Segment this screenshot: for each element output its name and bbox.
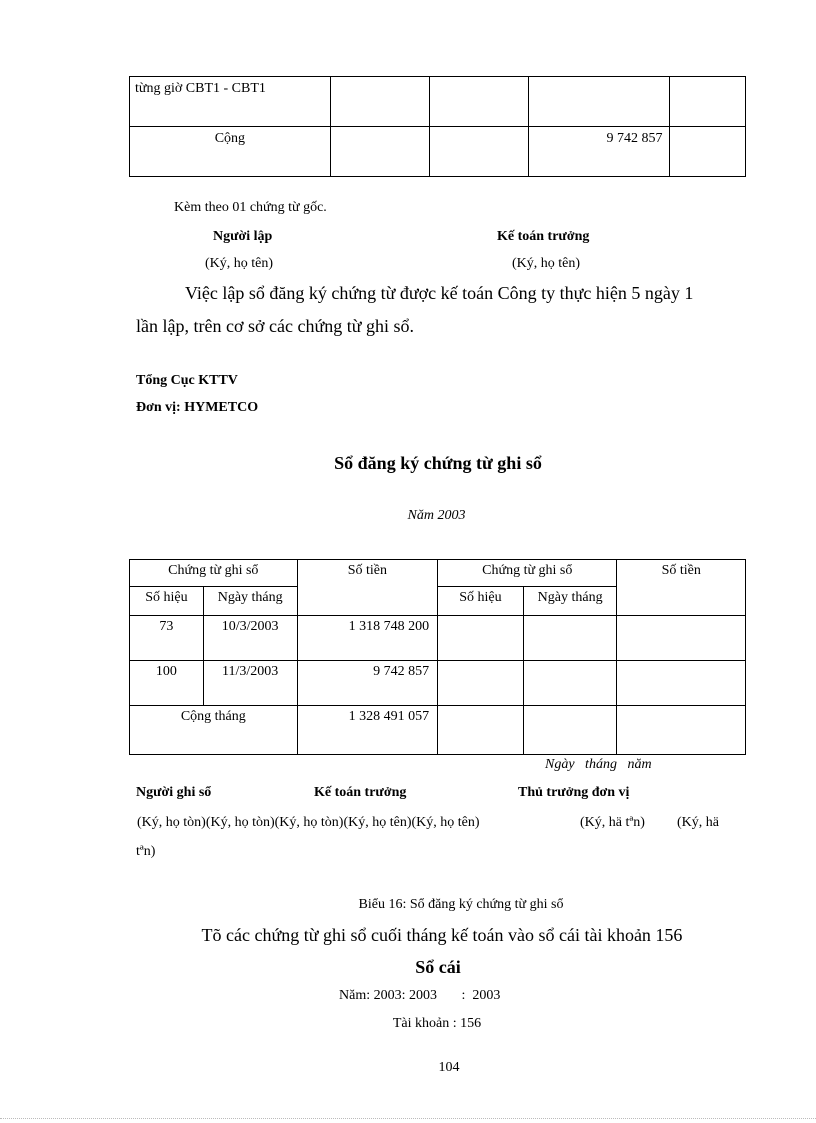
chief-accountant-title: Kế toán trưởng [497, 229, 590, 244]
top-row2-c3 [429, 127, 528, 177]
unit-head-title: Thủ trưởng đơn vị [518, 785, 630, 800]
top-row2-c2 [330, 127, 429, 177]
table-caption: Biểu 16: Sổ đăng ký chứng từ ghi sổ [358, 897, 564, 912]
row2-c6 [617, 661, 746, 706]
page-bottom-divider [0, 1118, 816, 1119]
row2-c5 [523, 661, 617, 706]
register-title: Sổ đăng ký chứng từ ghi sổ [334, 453, 542, 473]
top-row2-c5 [669, 127, 746, 177]
preparer-title: Người lập [213, 229, 273, 244]
row1-number: 73 [130, 616, 204, 661]
row2-c4 [438, 661, 524, 706]
ledger-year-line: Năm: 2003: 2003 : 2003 [339, 988, 501, 1003]
total-amount: 1 328 491 057 [297, 706, 437, 755]
recorder-title: Người ghi sổ [136, 785, 212, 800]
paragraph-line2: lần lập, trên cơ sở các chứng từ ghi sổ. [136, 316, 414, 336]
total-c4 [438, 706, 524, 755]
header-date-right: Ngày tháng [523, 587, 617, 616]
page-number: 104 [438, 1060, 460, 1075]
row1-c5 [523, 616, 617, 661]
register-table [129, 559, 746, 755]
row1-amount: 1 318 748 200 [297, 616, 437, 661]
header-voucher-left: Chứng từ ghi sổ [130, 560, 298, 587]
header-amount-left: Số tiền [297, 560, 437, 616]
table-row [130, 661, 746, 706]
top-table [129, 76, 746, 177]
top-row1-amount [528, 77, 669, 127]
row2-number: 100 [130, 661, 204, 706]
row1-c6 [617, 616, 746, 661]
attach-note: Kèm theo 01 chứng từ gốc. [174, 200, 327, 215]
row1-c4 [438, 616, 524, 661]
ledger-intro: Tõ các chứng từ ghi sổ cuối tháng kế toán vào sổ cái tài khoản 156 [201, 925, 683, 945]
row2-date: 11/3/2003 [203, 661, 297, 706]
ledger-account-line: Tài khoản : 156 [392, 1016, 482, 1031]
top-row1-desc: từng giờ CBT1 - CBT1 [130, 77, 331, 127]
preparer-sign-note: (Ký, họ tên) [205, 256, 274, 271]
header-amount-right: Số tiền [617, 560, 746, 616]
row2-amount: 9 742 857 [297, 661, 437, 706]
signature-note-b: (Ký, hä tªn) [580, 815, 645, 830]
header-number-left: Số hiệu [130, 587, 204, 616]
top-row1-c2 [330, 77, 429, 127]
date-line: Ngày tháng năm [545, 757, 652, 772]
header-voucher-right: Chứng từ ghi sổ [438, 560, 617, 587]
chief-sign-note: (Ký, họ tên) [512, 256, 581, 271]
top-row1-c5 [669, 77, 746, 127]
total-c5 [523, 706, 617, 755]
top-row1-c3 [429, 77, 528, 127]
total-c6 [617, 706, 746, 755]
header-date-left: Ngày tháng [203, 587, 297, 616]
top-row2-desc: Cộng [130, 127, 331, 177]
paragraph-line1: Việc lập sổ đăng ký chứng từ được kế toán Công ty thực hiện 5 ngày 1 [185, 283, 694, 303]
total-label: Cộng tháng [130, 706, 298, 755]
org-unit: Đơn vị: HYMETCO [136, 400, 259, 415]
register-year: Năm 2003 [407, 508, 466, 523]
org-name: Tổng Cục KTTV [136, 373, 238, 388]
signature-note-c: (Ký, hä [677, 815, 719, 830]
chief-accountant-title-2: Kế toán trưởng [314, 785, 407, 800]
signature-notes: (Ký, họ tòn)(Ký, họ tòn)(Ký, họ tòn)(Ký, họ tên)(Ký, họ tên) [137, 815, 480, 830]
signature-note-d: tªn) [136, 844, 156, 859]
top-row2-amount: 9 742 857 [528, 127, 669, 177]
row1-date: 10/3/2003 [203, 616, 297, 661]
table-row [130, 616, 746, 661]
table-row [130, 706, 746, 755]
ledger-title: Sổ cái [415, 957, 461, 977]
header-number-right: Số hiệu [438, 587, 524, 616]
